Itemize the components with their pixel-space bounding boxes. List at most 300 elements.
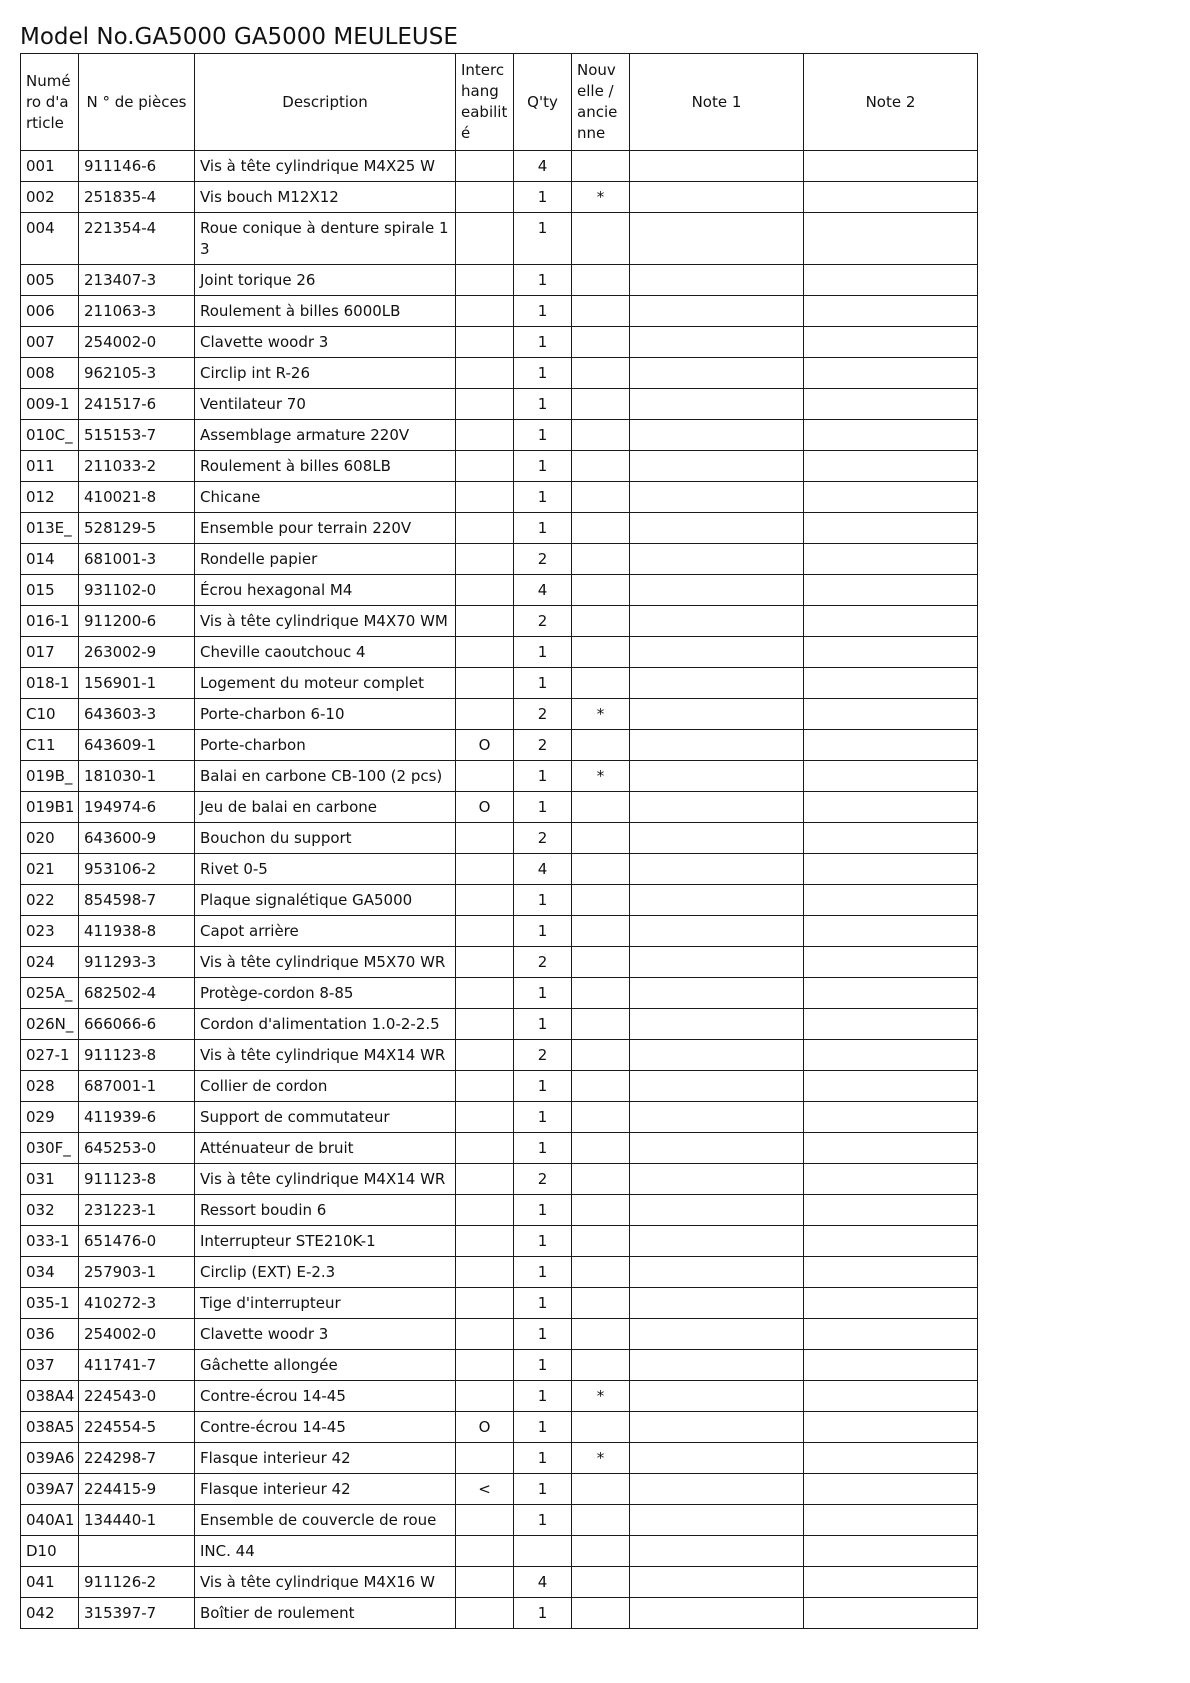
cell-new-old bbox=[572, 1164, 630, 1195]
cell-part-number: 911126-2 bbox=[79, 1567, 195, 1598]
cell-note-1 bbox=[630, 823, 804, 854]
cell-new-old: * bbox=[572, 699, 630, 730]
cell-note-2 bbox=[804, 637, 978, 668]
table-row bbox=[21, 885, 978, 916]
cell-note-2 bbox=[804, 1443, 978, 1474]
cell-part-number: 194974-6 bbox=[79, 792, 195, 823]
cell-interchangeability bbox=[456, 1319, 514, 1350]
cell-new-old bbox=[572, 575, 630, 606]
cell-description: Rivet 0-5 bbox=[195, 854, 456, 885]
cell-description: Vis à tête cylindrique M4X16 W bbox=[195, 1567, 456, 1598]
cell-item-number: 011 bbox=[21, 451, 79, 482]
cell-note-2 bbox=[804, 978, 978, 1009]
cell-description: Flasque interieur 42 bbox=[195, 1443, 456, 1474]
cell-part-number: 241517-6 bbox=[79, 389, 195, 420]
cell-part-number: 528129-5 bbox=[79, 513, 195, 544]
cell-quantity: 1 bbox=[514, 420, 572, 451]
cell-note-1 bbox=[630, 513, 804, 544]
cell-quantity: 1 bbox=[514, 296, 572, 327]
cell-note-2 bbox=[804, 1505, 978, 1536]
table-row bbox=[21, 1474, 978, 1505]
cell-interchangeability: O bbox=[456, 730, 514, 761]
cell-part-number: 411938-8 bbox=[79, 916, 195, 947]
cell-new-old bbox=[572, 1536, 630, 1567]
cell-note-2 bbox=[804, 213, 978, 265]
cell-note-2 bbox=[804, 730, 978, 761]
cell-part-number: 254002-0 bbox=[79, 1319, 195, 1350]
cell-quantity: 1 bbox=[514, 1598, 572, 1629]
cell-description: Vis à tête cylindrique M4X14 WR bbox=[195, 1164, 456, 1195]
cell-new-old bbox=[572, 1350, 630, 1381]
cell-item-number: 014 bbox=[21, 544, 79, 575]
cell-item-number: 001 bbox=[21, 151, 79, 182]
cell-new-old: * bbox=[572, 1381, 630, 1412]
cell-note-2 bbox=[804, 151, 978, 182]
cell-item-number: 009-1 bbox=[21, 389, 79, 420]
cell-note-2 bbox=[804, 389, 978, 420]
cell-description: Roulement à billes 6000LB bbox=[195, 296, 456, 327]
cell-description: Balai en carbone CB-100 (2 pcs) bbox=[195, 761, 456, 792]
cell-item-number: 012 bbox=[21, 482, 79, 513]
cell-quantity: 1 bbox=[514, 668, 572, 699]
table-row bbox=[21, 575, 978, 606]
cell-part-number: 224554-5 bbox=[79, 1412, 195, 1443]
cell-item-number: 030F_ bbox=[21, 1133, 79, 1164]
cell-note-2 bbox=[804, 947, 978, 978]
cell-part-number: 224415-9 bbox=[79, 1474, 195, 1505]
cell-interchangeability bbox=[456, 854, 514, 885]
cell-new-old bbox=[572, 1288, 630, 1319]
cell-note-1 bbox=[630, 792, 804, 823]
cell-quantity: 1 bbox=[514, 1226, 572, 1257]
cell-interchangeability bbox=[456, 637, 514, 668]
cell-description: Plaque signalétique GA5000 bbox=[195, 885, 456, 916]
cell-note-1 bbox=[630, 151, 804, 182]
cell-note-1 bbox=[630, 420, 804, 451]
table-row bbox=[21, 1505, 978, 1536]
cell-item-number: D10 bbox=[21, 1536, 79, 1567]
table-row bbox=[21, 1071, 978, 1102]
cell-quantity: 1 bbox=[514, 916, 572, 947]
cell-description: Ventilateur 70 bbox=[195, 389, 456, 420]
cell-new-old: * bbox=[572, 761, 630, 792]
cell-new-old bbox=[572, 213, 630, 265]
cell-item-number: 008 bbox=[21, 358, 79, 389]
cell-description: Écrou hexagonal M4 bbox=[195, 575, 456, 606]
cell-quantity: 1 bbox=[514, 1257, 572, 1288]
table-row bbox=[21, 358, 978, 389]
cell-new-old bbox=[572, 1257, 630, 1288]
cell-quantity: 1 bbox=[514, 1350, 572, 1381]
cell-description: Ressort boudin 6 bbox=[195, 1195, 456, 1226]
cell-new-old bbox=[572, 1474, 630, 1505]
cell-description: Circlip int R-26 bbox=[195, 358, 456, 389]
cell-part-number: 911123-8 bbox=[79, 1164, 195, 1195]
cell-interchangeability: O bbox=[456, 1412, 514, 1443]
cell-part-number: 911146-6 bbox=[79, 151, 195, 182]
cell-note-1 bbox=[630, 761, 804, 792]
cell-item-number: 041 bbox=[21, 1567, 79, 1598]
cell-item-number: 005 bbox=[21, 265, 79, 296]
cell-note-2 bbox=[804, 575, 978, 606]
cell-note-2 bbox=[804, 1598, 978, 1629]
cell-new-old bbox=[572, 513, 630, 544]
cell-new-old bbox=[572, 1226, 630, 1257]
table-row bbox=[21, 1412, 978, 1443]
cell-description: Contre-écrou 14-45 bbox=[195, 1381, 456, 1412]
cell-note-1 bbox=[630, 265, 804, 296]
cell-part-number: 666066-6 bbox=[79, 1009, 195, 1040]
cell-interchangeability bbox=[456, 885, 514, 916]
cell-new-old bbox=[572, 730, 630, 761]
cell-item-number: 002 bbox=[21, 182, 79, 213]
cell-new-old bbox=[572, 606, 630, 637]
cell-quantity: 1 bbox=[514, 1071, 572, 1102]
cell-part-number: 953106-2 bbox=[79, 854, 195, 885]
table-row bbox=[21, 513, 978, 544]
cell-interchangeability bbox=[456, 699, 514, 730]
cell-item-number: 019B1 bbox=[21, 792, 79, 823]
cell-description: Circlip (EXT) E-2.3 bbox=[195, 1257, 456, 1288]
table-row bbox=[21, 1195, 978, 1226]
table-row bbox=[21, 978, 978, 1009]
cell-quantity: 1 bbox=[514, 451, 572, 482]
cell-part-number: 254002-0 bbox=[79, 327, 195, 358]
cell-note-2 bbox=[804, 1102, 978, 1133]
cell-part-number: 211033-2 bbox=[79, 451, 195, 482]
cell-item-number: 021 bbox=[21, 854, 79, 885]
cell-item-number: 042 bbox=[21, 1598, 79, 1629]
cell-new-old bbox=[572, 358, 630, 389]
table-row bbox=[21, 854, 978, 885]
cell-part-number: 134440-1 bbox=[79, 1505, 195, 1536]
cell-description: Support de commutateur bbox=[195, 1102, 456, 1133]
cell-note-1 bbox=[630, 916, 804, 947]
cell-item-number: 035-1 bbox=[21, 1288, 79, 1319]
cell-quantity: 1 bbox=[514, 265, 572, 296]
header-note-2: Note 2 bbox=[804, 54, 978, 151]
table-row bbox=[21, 151, 978, 182]
cell-quantity: 1 bbox=[514, 637, 572, 668]
cell-quantity: 4 bbox=[514, 151, 572, 182]
cell-interchangeability bbox=[456, 761, 514, 792]
cell-item-number: 039A6 bbox=[21, 1443, 79, 1474]
cell-note-1 bbox=[630, 1381, 804, 1412]
cell-new-old bbox=[572, 978, 630, 1009]
table-row bbox=[21, 1009, 978, 1040]
cell-new-old bbox=[572, 482, 630, 513]
cell-note-1 bbox=[630, 213, 804, 265]
cell-note-1 bbox=[630, 668, 804, 699]
cell-description: Boîtier de roulement bbox=[195, 1598, 456, 1629]
cell-item-number: 015 bbox=[21, 575, 79, 606]
cell-item-number: 022 bbox=[21, 885, 79, 916]
cell-note-2 bbox=[804, 544, 978, 575]
cell-item-number: 036 bbox=[21, 1319, 79, 1350]
cell-note-2 bbox=[804, 1412, 978, 1443]
cell-part-number: 231223-1 bbox=[79, 1195, 195, 1226]
cell-quantity: 1 bbox=[514, 792, 572, 823]
cell-note-1 bbox=[630, 1226, 804, 1257]
cell-note-2 bbox=[804, 885, 978, 916]
cell-interchangeability bbox=[456, 182, 514, 213]
cell-part-number: 213407-3 bbox=[79, 265, 195, 296]
cell-description: Rondelle papier bbox=[195, 544, 456, 575]
cell-note-2 bbox=[804, 761, 978, 792]
cell-note-2 bbox=[804, 358, 978, 389]
cell-note-1 bbox=[630, 389, 804, 420]
cell-interchangeability bbox=[456, 1040, 514, 1071]
table-row bbox=[21, 1133, 978, 1164]
header-note-1: Note 1 bbox=[630, 54, 804, 151]
cell-quantity: 1 bbox=[514, 885, 572, 916]
cell-note-2 bbox=[804, 327, 978, 358]
cell-item-number: 020 bbox=[21, 823, 79, 854]
table-row bbox=[21, 1040, 978, 1071]
cell-quantity: 2 bbox=[514, 699, 572, 730]
cell-description: Cordon d'alimentation 1.0-2-2.5 bbox=[195, 1009, 456, 1040]
cell-note-2 bbox=[804, 916, 978, 947]
cell-description: Ensemble de couvercle de roue bbox=[195, 1505, 456, 1536]
cell-quantity: 1 bbox=[514, 1102, 572, 1133]
cell-note-2 bbox=[804, 1133, 978, 1164]
cell-note-1 bbox=[630, 182, 804, 213]
cell-note-2 bbox=[804, 699, 978, 730]
cell-new-old bbox=[572, 1102, 630, 1133]
cell-new-old bbox=[572, 885, 630, 916]
cell-part-number: 263002-9 bbox=[79, 637, 195, 668]
cell-item-number: 029 bbox=[21, 1102, 79, 1133]
cell-note-1 bbox=[630, 1567, 804, 1598]
cell-description: Atténuateur de bruit bbox=[195, 1133, 456, 1164]
cell-part-number: 931102-0 bbox=[79, 575, 195, 606]
cell-quantity: 1 bbox=[514, 1133, 572, 1164]
cell-item-number: 004 bbox=[21, 213, 79, 265]
header-quantity: Q'ty bbox=[514, 54, 572, 151]
cell-part-number: 911123-8 bbox=[79, 1040, 195, 1071]
cell-quantity: 1 bbox=[514, 978, 572, 1009]
cell-note-2 bbox=[804, 1195, 978, 1226]
cell-description: Roulement à billes 608LB bbox=[195, 451, 456, 482]
cell-description: Protège-cordon 8-85 bbox=[195, 978, 456, 1009]
cell-quantity: 1 bbox=[514, 1319, 572, 1350]
table-row bbox=[21, 1257, 978, 1288]
cell-item-number: 010C_ bbox=[21, 420, 79, 451]
cell-note-1 bbox=[630, 730, 804, 761]
cell-quantity: 1 bbox=[514, 513, 572, 544]
cell-interchangeability bbox=[456, 420, 514, 451]
cell-interchangeability bbox=[456, 916, 514, 947]
cell-note-1 bbox=[630, 327, 804, 358]
cell-note-2 bbox=[804, 1164, 978, 1195]
cell-note-2 bbox=[804, 1381, 978, 1412]
cell-note-2 bbox=[804, 792, 978, 823]
cell-item-number: 031 bbox=[21, 1164, 79, 1195]
cell-note-1 bbox=[630, 1598, 804, 1629]
cell-note-1 bbox=[630, 544, 804, 575]
cell-part-number: 221354-4 bbox=[79, 213, 195, 265]
cell-description: Vis bouch M12X12 bbox=[195, 182, 456, 213]
cell-item-number: 023 bbox=[21, 916, 79, 947]
cell-new-old bbox=[572, 668, 630, 699]
cell-part-number: 410021-8 bbox=[79, 482, 195, 513]
cell-note-2 bbox=[804, 1474, 978, 1505]
cell-note-2 bbox=[804, 1009, 978, 1040]
cell-interchangeability bbox=[456, 575, 514, 606]
cell-part-number: 681001-3 bbox=[79, 544, 195, 575]
cell-note-1 bbox=[630, 1040, 804, 1071]
cell-note-2 bbox=[804, 1226, 978, 1257]
table-row bbox=[21, 668, 978, 699]
cell-note-1 bbox=[630, 482, 804, 513]
cell-quantity: 1 bbox=[514, 482, 572, 513]
cell-note-2 bbox=[804, 1288, 978, 1319]
cell-description: Roue conique à denture spirale 1 3 bbox=[195, 213, 456, 265]
cell-item-number: 032 bbox=[21, 1195, 79, 1226]
cell-part-number: 643609-1 bbox=[79, 730, 195, 761]
cell-interchangeability bbox=[456, 1598, 514, 1629]
cell-item-number: 007 bbox=[21, 327, 79, 358]
cell-item-number: 013E_ bbox=[21, 513, 79, 544]
table-row bbox=[21, 916, 978, 947]
cell-note-1 bbox=[630, 1412, 804, 1443]
cell-description: Clavette woodr 3 bbox=[195, 1319, 456, 1350]
cell-interchangeability bbox=[456, 1071, 514, 1102]
cell-interchangeability bbox=[456, 1350, 514, 1381]
cell-new-old bbox=[572, 1412, 630, 1443]
cell-quantity: 1 bbox=[514, 1195, 572, 1226]
table-row bbox=[21, 327, 978, 358]
cell-item-number: 034 bbox=[21, 1257, 79, 1288]
cell-note-1 bbox=[630, 1319, 804, 1350]
cell-item-number: 039A7 bbox=[21, 1474, 79, 1505]
cell-new-old bbox=[572, 1567, 630, 1598]
cell-note-2 bbox=[804, 668, 978, 699]
cell-interchangeability bbox=[456, 978, 514, 1009]
cell-new-old: * bbox=[572, 182, 630, 213]
cell-note-1 bbox=[630, 1071, 804, 1102]
cell-note-1 bbox=[630, 606, 804, 637]
cell-new-old bbox=[572, 1319, 630, 1350]
header-description: Description bbox=[195, 54, 456, 151]
cell-item-number: 026N_ bbox=[21, 1009, 79, 1040]
cell-interchangeability bbox=[456, 1443, 514, 1474]
cell-description: Interrupteur STE210K-1 bbox=[195, 1226, 456, 1257]
cell-quantity: 4 bbox=[514, 1567, 572, 1598]
cell-note-1 bbox=[630, 978, 804, 1009]
cell-note-1 bbox=[630, 1102, 804, 1133]
cell-part-number: 211063-3 bbox=[79, 296, 195, 327]
cell-new-old bbox=[572, 544, 630, 575]
cell-note-1 bbox=[630, 296, 804, 327]
cell-interchangeability bbox=[456, 482, 514, 513]
cell-interchangeability bbox=[456, 544, 514, 575]
cell-interchangeability bbox=[456, 823, 514, 854]
cell-note-2 bbox=[804, 420, 978, 451]
cell-note-1 bbox=[630, 358, 804, 389]
cell-new-old bbox=[572, 792, 630, 823]
cell-description: Tige d'interrupteur bbox=[195, 1288, 456, 1319]
cell-interchangeability bbox=[456, 1505, 514, 1536]
table-row bbox=[21, 1350, 978, 1381]
cell-interchangeability: < bbox=[456, 1474, 514, 1505]
cell-new-old bbox=[572, 854, 630, 885]
cell-interchangeability bbox=[456, 1195, 514, 1226]
cell-quantity: 4 bbox=[514, 575, 572, 606]
cell-interchangeability bbox=[456, 358, 514, 389]
cell-part-number bbox=[79, 1536, 195, 1567]
cell-description: Bouchon du support bbox=[195, 823, 456, 854]
cell-interchangeability bbox=[456, 1133, 514, 1164]
cell-interchangeability bbox=[456, 1567, 514, 1598]
cell-quantity: 2 bbox=[514, 730, 572, 761]
table-row bbox=[21, 213, 978, 265]
cell-part-number: 854598-7 bbox=[79, 885, 195, 916]
cell-item-number: 016-1 bbox=[21, 606, 79, 637]
cell-quantity: 2 bbox=[514, 947, 572, 978]
cell-note-1 bbox=[630, 1195, 804, 1226]
header-part-number: N ° de pièces bbox=[79, 54, 195, 151]
cell-new-old bbox=[572, 265, 630, 296]
cell-quantity: 1 bbox=[514, 1288, 572, 1319]
cell-new-old bbox=[572, 1195, 630, 1226]
cell-item-number: C10 bbox=[21, 699, 79, 730]
cell-note-2 bbox=[804, 482, 978, 513]
cell-note-2 bbox=[804, 1536, 978, 1567]
table-row bbox=[21, 730, 978, 761]
table-row bbox=[21, 1226, 978, 1257]
cell-note-1 bbox=[630, 1257, 804, 1288]
cell-item-number: 038A5 bbox=[21, 1412, 79, 1443]
cell-description: Assemblage armature 220V bbox=[195, 420, 456, 451]
cell-part-number: 682502-4 bbox=[79, 978, 195, 1009]
cell-item-number: 017 bbox=[21, 637, 79, 668]
cell-part-number: 411741-7 bbox=[79, 1350, 195, 1381]
table-row bbox=[21, 1536, 978, 1567]
cell-interchangeability bbox=[456, 265, 514, 296]
cell-description: INC. 44 bbox=[195, 1536, 456, 1567]
cell-interchangeability bbox=[456, 513, 514, 544]
cell-interchangeability bbox=[456, 1164, 514, 1195]
cell-new-old bbox=[572, 1009, 630, 1040]
cell-note-1 bbox=[630, 1288, 804, 1319]
cell-item-number: 025A_ bbox=[21, 978, 79, 1009]
cell-new-old bbox=[572, 637, 630, 668]
cell-part-number: 645253-0 bbox=[79, 1133, 195, 1164]
cell-new-old: * bbox=[572, 1443, 630, 1474]
cell-note-2 bbox=[804, 854, 978, 885]
cell-interchangeability bbox=[456, 296, 514, 327]
cell-interchangeability bbox=[456, 606, 514, 637]
cell-part-number: 687001-1 bbox=[79, 1071, 195, 1102]
cell-description: Vis à tête cylindrique M5X70 WR bbox=[195, 947, 456, 978]
cell-new-old bbox=[572, 1505, 630, 1536]
cell-description: Jeu de balai en carbone bbox=[195, 792, 456, 823]
table-row bbox=[21, 823, 978, 854]
cell-item-number: C11 bbox=[21, 730, 79, 761]
cell-quantity: 1 bbox=[514, 1412, 572, 1443]
cell-new-old bbox=[572, 1040, 630, 1071]
cell-part-number: 410272-3 bbox=[79, 1288, 195, 1319]
cell-part-number: 911200-6 bbox=[79, 606, 195, 637]
table-row bbox=[21, 1567, 978, 1598]
table-row bbox=[21, 947, 978, 978]
table-row bbox=[21, 389, 978, 420]
cell-note-2 bbox=[804, 1350, 978, 1381]
cell-part-number: 224543-0 bbox=[79, 1381, 195, 1412]
cell-quantity: 4 bbox=[514, 854, 572, 885]
table-row bbox=[21, 296, 978, 327]
